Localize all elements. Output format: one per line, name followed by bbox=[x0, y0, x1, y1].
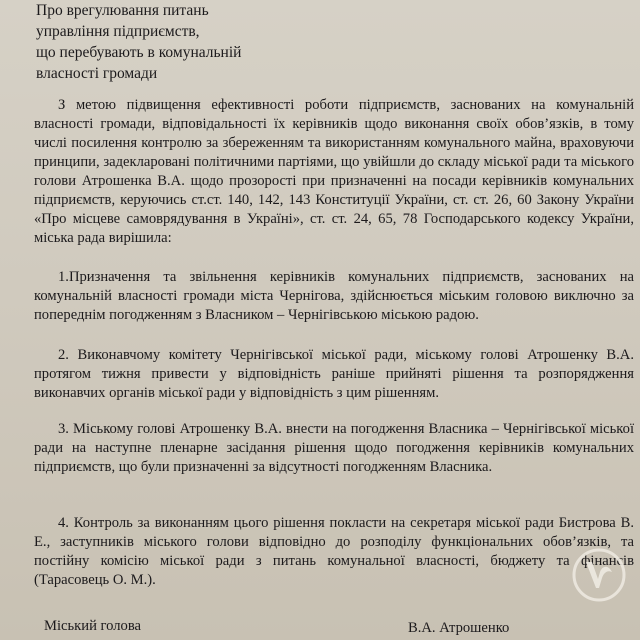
subject-line: що перебувають в комунальній bbox=[36, 44, 242, 61]
subject-line: управління підприємств, bbox=[36, 23, 200, 40]
signature-name: В.А. Атрошенко bbox=[408, 620, 510, 636]
preamble-paragraph: З метою підвищення ефективності роботи підприємств, заснованих на комунальній власності громади, відповідальності їх керівників щодо виконання своїх обов’язків, в тому числі посилення контролю за збереженням та використанням комунального майна, враховуючи принципи, задекларовані політичними партіями, що увійшли до складу міської ради та міського голови Атрошенка В.А. щодо прозорості при призначенні на посади керівників комунальних підприємств, керуючись ст.ст. 140, 142, 143 Конституції України, ст. ст. 26, 60 Закону України «Про місцеве самоврядування в Україні», ст. ст. 24, 65, 78 Господарського кодексу України, міська рада вирішила: bbox=[34, 97, 634, 246]
shield-v-logo-icon bbox=[572, 548, 626, 602]
clause-1-paragraph: 1.Призначення та звільнення керівників комунальних підприємств, заснованих на комунальній власності громади міста Чернігова, здійснюється міським головою виключно за попереднім погодженням з Власником – Чернігівською міською радою. bbox=[34, 269, 634, 323]
clause-4-paragraph: 4. Контроль за виконанням цього рішення покласти на секретаря міської ради Бистрова В. Е., заступників міського голови відповідно до розподілу функціональних обов’язків, та постійну комісію міської ради з питань комунальної власності, бюджету та фінансів (Тарасовець О. М.). bbox=[34, 515, 634, 588]
subject-line: Про врегулювання питань bbox=[36, 2, 209, 19]
document-subject bbox=[36, 0, 241, 84]
clause-3-paragraph: 3. Міському голові Атрошенку В.А. внести на погодження Власника – Чернігівської міської ради на наступне пленарне засідання рішення щодо погодження керівників комунальних підприємств, що були призначенні за відсутності погодженням Власника. bbox=[34, 421, 634, 475]
subject-line: власності громади bbox=[36, 65, 158, 82]
signature-title: Міський голова bbox=[44, 618, 142, 634]
clause-2-paragraph: 2. Виконавчому комітету Чернігівської міської ради, міському голові Атрошенку В.А. протягом тижня привести у відповідність раніше прийняті рішення та розпорядження виконавчих органів міської ради у відповідність з цим рішенням. bbox=[34, 347, 634, 401]
